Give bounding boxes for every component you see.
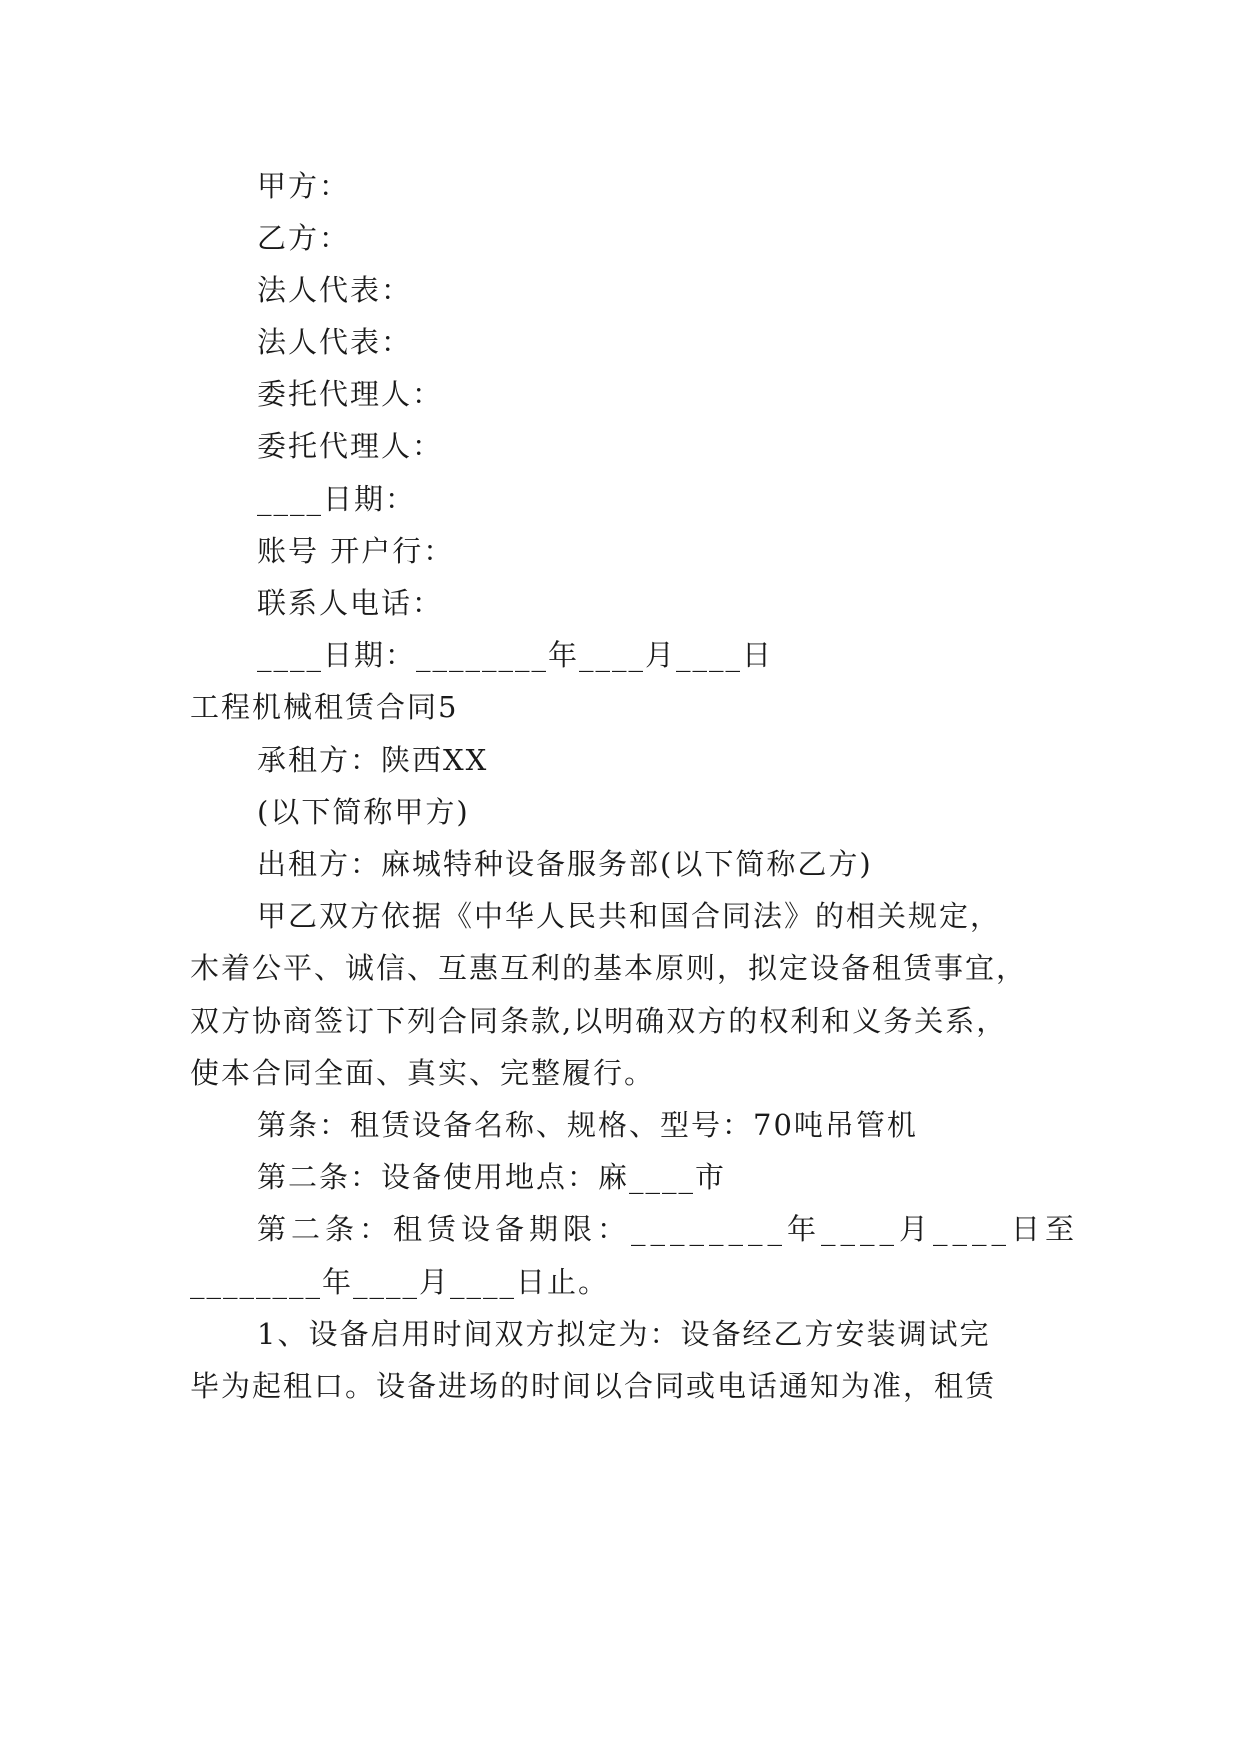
preamble-line-1: 甲乙双方依据《中华人民共和国合同法》的相关规定， xyxy=(257,899,1002,933)
article-1-line: 第条：租赁设备名称、规格、型号：70吨吊管机 xyxy=(257,1108,918,1142)
lessee-line: 承租方：陕西XX xyxy=(257,743,489,777)
preamble-line-2: 木着公平、诚信、互惠互利的基本原则，拟定设备租赁事宜， xyxy=(190,951,1028,985)
preamble-line-4: 使本合同全面、真实、完整履行。 xyxy=(190,1056,656,1090)
contract-title: 工程机械租赁合同5 xyxy=(190,690,459,724)
party-b-line: 乙方： xyxy=(257,221,351,255)
contact-phone-line: 联系人电话： xyxy=(257,586,444,620)
lessee-abbrev-line: (以下简称甲方) xyxy=(257,795,470,829)
article-2-line: 第二条：设备使用地点：麻____市 xyxy=(257,1160,727,1194)
signing-date-line: ____日期：________年____月____日 xyxy=(257,638,774,672)
legal-rep-a-line: 法人代表： xyxy=(257,273,413,307)
article-3-line-cont: ________年____月____日止。 xyxy=(190,1265,610,1299)
agent-b-line: 委托代理人： xyxy=(257,429,444,463)
clause-1-line-2: 毕为起租口。设备进场的时间以合同或电话通知为准，租赁 xyxy=(190,1369,997,1403)
lessor-line: 出租方：麻城特种设备服务部(以下简称乙方) xyxy=(257,847,873,881)
clause-1-line-1: 1、设备启用时间双方拟定为：设备经乙方安装调试完 xyxy=(257,1317,991,1351)
account-bank-line: 账号 开户行： xyxy=(257,534,455,568)
party-a-line: 甲方： xyxy=(257,169,351,203)
preamble-line-3: 双方协商签订下列合同条款,以明确双方的权利和义务关系， xyxy=(190,1004,1008,1038)
date-line: ____日期： xyxy=(257,482,417,516)
legal-rep-b-line: 法人代表： xyxy=(257,325,413,359)
agent-a-line: 委托代理人： xyxy=(257,377,444,411)
article-3-line: 第二条：租赁设备期限：________年____月____日至 xyxy=(257,1212,1080,1246)
